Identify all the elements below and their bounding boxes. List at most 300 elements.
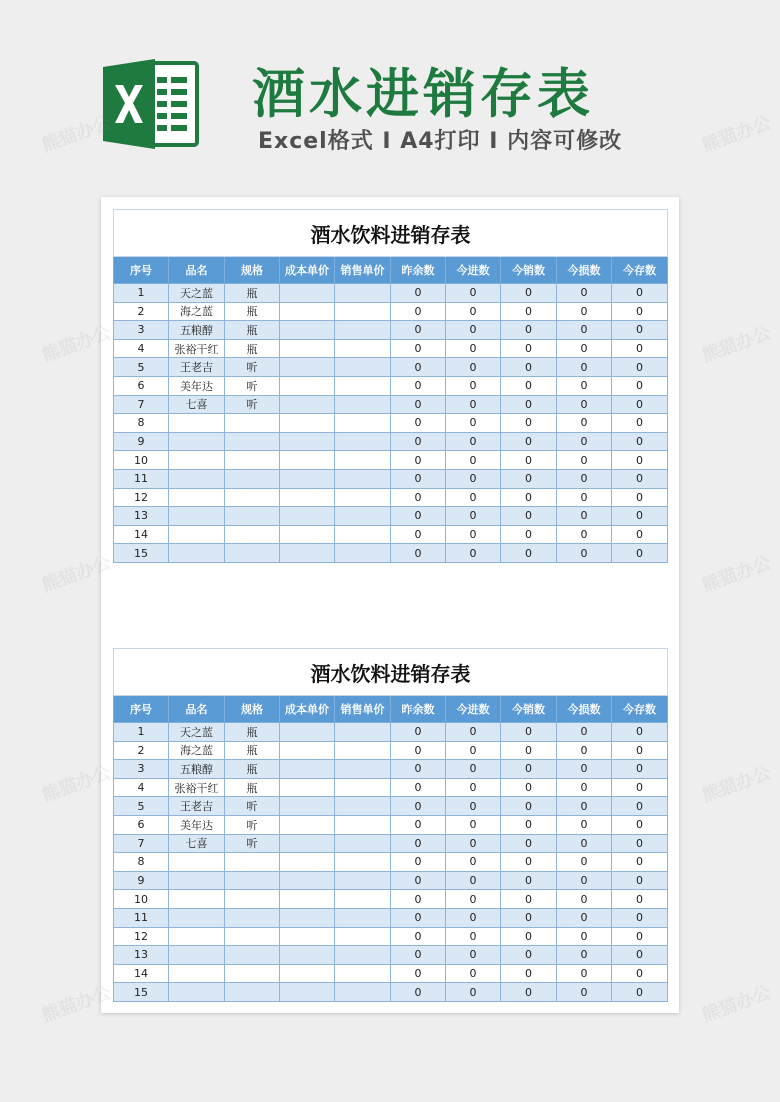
col-spec-cell[interactable] bbox=[225, 451, 280, 470]
col-cost-cell[interactable] bbox=[280, 432, 335, 451]
col-sold-cell[interactable]: 0 bbox=[501, 544, 557, 563]
col-prev-cell[interactable]: 0 bbox=[391, 983, 446, 1002]
col-seq-cell[interactable]: 13 bbox=[114, 946, 169, 965]
col-loss-cell[interactable]: 0 bbox=[557, 797, 612, 816]
col-stock-cell[interactable]: 0 bbox=[612, 946, 668, 965]
col-spec-cell[interactable]: 听 bbox=[225, 834, 280, 853]
col-name-cell[interactable] bbox=[169, 488, 225, 507]
col-in-cell[interactable]: 0 bbox=[446, 946, 501, 965]
col-price-cell[interactable] bbox=[335, 414, 391, 433]
col-cost-cell[interactable] bbox=[280, 815, 335, 834]
col-in-cell[interactable]: 0 bbox=[446, 983, 501, 1002]
col-sold-cell[interactable]: 0 bbox=[501, 778, 557, 797]
col-seq-cell[interactable]: 12 bbox=[114, 488, 169, 507]
col-price-cell[interactable] bbox=[335, 815, 391, 834]
col-sold-cell[interactable]: 0 bbox=[501, 432, 557, 451]
col-loss-cell[interactable]: 0 bbox=[557, 964, 612, 983]
col-loss-cell[interactable]: 0 bbox=[557, 778, 612, 797]
col-cost-cell[interactable] bbox=[280, 723, 335, 742]
col-cost-cell[interactable] bbox=[280, 321, 335, 340]
col-spec-cell[interactable]: 瓶 bbox=[225, 778, 280, 797]
col-cost-cell[interactable] bbox=[280, 376, 335, 395]
col-cost-cell[interactable] bbox=[280, 871, 335, 890]
col-sold-cell[interactable]: 0 bbox=[501, 853, 557, 872]
col-loss-cell[interactable]: 0 bbox=[557, 376, 612, 395]
col-sold-cell[interactable]: 0 bbox=[501, 395, 557, 414]
col-sold-cell[interactable]: 0 bbox=[501, 414, 557, 433]
col-in-cell[interactable]: 0 bbox=[446, 927, 501, 946]
col-in-cell[interactable]: 0 bbox=[446, 760, 501, 779]
col-sold-cell[interactable]: 0 bbox=[501, 927, 557, 946]
col-spec-cell[interactable] bbox=[225, 507, 280, 526]
col-prev-cell[interactable]: 0 bbox=[391, 432, 446, 451]
col-price-cell[interactable] bbox=[335, 853, 391, 872]
col-seq-cell[interactable]: 4 bbox=[114, 339, 169, 358]
col-spec-cell[interactable] bbox=[225, 908, 280, 927]
col-sold-cell[interactable]: 0 bbox=[501, 525, 557, 544]
col-in-cell[interactable]: 0 bbox=[446, 358, 501, 377]
col-stock-cell[interactable]: 0 bbox=[612, 815, 668, 834]
col-name-cell[interactable]: 海之蓝 bbox=[169, 302, 225, 321]
col-cost-cell[interactable] bbox=[280, 964, 335, 983]
col-stock-cell[interactable]: 0 bbox=[612, 778, 668, 797]
col-in-cell[interactable]: 0 bbox=[446, 890, 501, 909]
col-spec-cell[interactable] bbox=[225, 964, 280, 983]
col-cost-cell[interactable] bbox=[280, 760, 335, 779]
col-stock-cell[interactable]: 0 bbox=[612, 414, 668, 433]
col-price-cell[interactable] bbox=[335, 544, 391, 563]
col-in-cell[interactable]: 0 bbox=[446, 544, 501, 563]
col-prev-cell[interactable]: 0 bbox=[391, 815, 446, 834]
col-spec-cell[interactable] bbox=[225, 871, 280, 890]
col-name-cell[interactable] bbox=[169, 927, 225, 946]
col-seq-cell[interactable]: 8 bbox=[114, 414, 169, 433]
col-stock-cell[interactable]: 0 bbox=[612, 321, 668, 340]
col-prev-cell[interactable]: 0 bbox=[391, 376, 446, 395]
col-spec-cell[interactable] bbox=[225, 432, 280, 451]
col-seq-cell[interactable]: 15 bbox=[114, 983, 169, 1002]
col-stock-cell[interactable]: 0 bbox=[612, 507, 668, 526]
col-sold-cell[interactable]: 0 bbox=[501, 376, 557, 395]
col-prev-cell[interactable]: 0 bbox=[391, 964, 446, 983]
col-cost-cell[interactable] bbox=[280, 358, 335, 377]
col-price-cell[interactable] bbox=[335, 890, 391, 909]
col-name-cell[interactable] bbox=[169, 853, 225, 872]
col-prev-cell[interactable]: 0 bbox=[391, 321, 446, 340]
col-spec-cell[interactable] bbox=[225, 488, 280, 507]
col-seq-cell[interactable]: 10 bbox=[114, 451, 169, 470]
col-name-cell[interactable]: 五粮醇 bbox=[169, 321, 225, 340]
col-stock-cell[interactable]: 0 bbox=[612, 544, 668, 563]
col-loss-cell[interactable]: 0 bbox=[557, 507, 612, 526]
col-sold-cell[interactable]: 0 bbox=[501, 284, 557, 303]
col-seq-cell[interactable]: 6 bbox=[114, 815, 169, 834]
col-name-cell[interactable]: 王老吉 bbox=[169, 358, 225, 377]
col-sold-cell[interactable]: 0 bbox=[501, 723, 557, 742]
col-stock-cell[interactable]: 0 bbox=[612, 723, 668, 742]
col-stock-cell[interactable]: 0 bbox=[612, 284, 668, 303]
col-stock-cell[interactable]: 0 bbox=[612, 525, 668, 544]
col-in-cell[interactable]: 0 bbox=[446, 376, 501, 395]
col-cost-cell[interactable] bbox=[280, 927, 335, 946]
col-in-cell[interactable]: 0 bbox=[446, 488, 501, 507]
col-loss-cell[interactable]: 0 bbox=[557, 525, 612, 544]
col-in-cell[interactable]: 0 bbox=[446, 741, 501, 760]
col-in-cell[interactable]: 0 bbox=[446, 339, 501, 358]
col-name-cell[interactable] bbox=[169, 507, 225, 526]
col-cost-cell[interactable] bbox=[280, 946, 335, 965]
col-name-cell[interactable] bbox=[169, 983, 225, 1002]
col-cost-cell[interactable] bbox=[280, 834, 335, 853]
col-name-cell[interactable] bbox=[169, 525, 225, 544]
col-seq-cell[interactable]: 11 bbox=[114, 908, 169, 927]
col-cost-cell[interactable] bbox=[280, 488, 335, 507]
col-sold-cell[interactable]: 0 bbox=[501, 760, 557, 779]
col-spec-cell[interactable] bbox=[225, 525, 280, 544]
col-in-cell[interactable]: 0 bbox=[446, 871, 501, 890]
col-spec-cell[interactable] bbox=[225, 927, 280, 946]
col-price-cell[interactable] bbox=[335, 927, 391, 946]
col-stock-cell[interactable]: 0 bbox=[612, 853, 668, 872]
col-stock-cell[interactable]: 0 bbox=[612, 741, 668, 760]
col-spec-cell[interactable]: 瓶 bbox=[225, 760, 280, 779]
col-seq-cell[interactable]: 14 bbox=[114, 964, 169, 983]
col-prev-cell[interactable]: 0 bbox=[391, 395, 446, 414]
col-name-cell[interactable]: 海之蓝 bbox=[169, 741, 225, 760]
col-spec-cell[interactable]: 听 bbox=[225, 376, 280, 395]
col-spec-cell[interactable] bbox=[225, 469, 280, 488]
col-in-cell[interactable]: 0 bbox=[446, 432, 501, 451]
col-name-cell[interactable]: 张裕干红 bbox=[169, 778, 225, 797]
col-spec-cell[interactable] bbox=[225, 544, 280, 563]
col-stock-cell[interactable]: 0 bbox=[612, 908, 668, 927]
col-cost-cell[interactable] bbox=[280, 983, 335, 1002]
col-spec-cell[interactable]: 听 bbox=[225, 395, 280, 414]
col-loss-cell[interactable]: 0 bbox=[557, 760, 612, 779]
col-price-cell[interactable] bbox=[335, 723, 391, 742]
col-prev-cell[interactable]: 0 bbox=[391, 890, 446, 909]
col-loss-cell[interactable]: 0 bbox=[557, 451, 612, 470]
col-name-cell[interactable] bbox=[169, 908, 225, 927]
col-seq-cell[interactable]: 9 bbox=[114, 871, 169, 890]
col-loss-cell[interactable]: 0 bbox=[557, 741, 612, 760]
col-price-cell[interactable] bbox=[335, 339, 391, 358]
col-in-cell[interactable]: 0 bbox=[446, 834, 501, 853]
col-prev-cell[interactable]: 0 bbox=[391, 507, 446, 526]
col-price-cell[interactable] bbox=[335, 908, 391, 927]
col-seq-cell[interactable]: 1 bbox=[114, 284, 169, 303]
col-loss-cell[interactable]: 0 bbox=[557, 908, 612, 927]
col-prev-cell[interactable]: 0 bbox=[391, 834, 446, 853]
col-prev-cell[interactable]: 0 bbox=[391, 358, 446, 377]
col-cost-cell[interactable] bbox=[280, 741, 335, 760]
col-in-cell[interactable]: 0 bbox=[446, 395, 501, 414]
col-name-cell[interactable] bbox=[169, 451, 225, 470]
col-stock-cell[interactable]: 0 bbox=[612, 871, 668, 890]
col-in-cell[interactable]: 0 bbox=[446, 302, 501, 321]
col-prev-cell[interactable]: 0 bbox=[391, 302, 446, 321]
col-prev-cell[interactable]: 0 bbox=[391, 525, 446, 544]
col-stock-cell[interactable]: 0 bbox=[612, 927, 668, 946]
col-in-cell[interactable]: 0 bbox=[446, 414, 501, 433]
col-name-cell[interactable]: 美年达 bbox=[169, 376, 225, 395]
col-sold-cell[interactable]: 0 bbox=[501, 983, 557, 1002]
col-sold-cell[interactable]: 0 bbox=[501, 302, 557, 321]
col-cost-cell[interactable] bbox=[280, 507, 335, 526]
col-in-cell[interactable]: 0 bbox=[446, 853, 501, 872]
col-loss-cell[interactable]: 0 bbox=[557, 302, 612, 321]
col-price-cell[interactable] bbox=[335, 760, 391, 779]
col-cost-cell[interactable] bbox=[280, 302, 335, 321]
col-seq-cell[interactable]: 8 bbox=[114, 853, 169, 872]
col-sold-cell[interactable]: 0 bbox=[501, 946, 557, 965]
col-loss-cell[interactable]: 0 bbox=[557, 834, 612, 853]
col-spec-cell[interactable]: 听 bbox=[225, 797, 280, 816]
col-seq-cell[interactable]: 13 bbox=[114, 507, 169, 526]
col-prev-cell[interactable]: 0 bbox=[391, 946, 446, 965]
col-sold-cell[interactable]: 0 bbox=[501, 890, 557, 909]
col-spec-cell[interactable] bbox=[225, 946, 280, 965]
col-cost-cell[interactable] bbox=[280, 451, 335, 470]
col-cost-cell[interactable] bbox=[280, 544, 335, 563]
col-sold-cell[interactable]: 0 bbox=[501, 339, 557, 358]
col-cost-cell[interactable] bbox=[280, 469, 335, 488]
col-in-cell[interactable]: 0 bbox=[446, 284, 501, 303]
col-spec-cell[interactable] bbox=[225, 983, 280, 1002]
col-in-cell[interactable]: 0 bbox=[446, 815, 501, 834]
col-cost-cell[interactable] bbox=[280, 414, 335, 433]
col-spec-cell[interactable]: 瓶 bbox=[225, 723, 280, 742]
col-price-cell[interactable] bbox=[335, 525, 391, 544]
col-name-cell[interactable]: 王老吉 bbox=[169, 797, 225, 816]
col-price-cell[interactable] bbox=[335, 358, 391, 377]
col-cost-cell[interactable] bbox=[280, 525, 335, 544]
col-price-cell[interactable] bbox=[335, 741, 391, 760]
col-spec-cell[interactable] bbox=[225, 414, 280, 433]
col-seq-cell[interactable]: 6 bbox=[114, 376, 169, 395]
col-seq-cell[interactable]: 10 bbox=[114, 890, 169, 909]
col-stock-cell[interactable]: 0 bbox=[612, 488, 668, 507]
col-prev-cell[interactable]: 0 bbox=[391, 741, 446, 760]
col-name-cell[interactable]: 张裕干红 bbox=[169, 339, 225, 358]
col-seq-cell[interactable]: 7 bbox=[114, 834, 169, 853]
col-sold-cell[interactable]: 0 bbox=[501, 358, 557, 377]
col-in-cell[interactable]: 0 bbox=[446, 797, 501, 816]
col-loss-cell[interactable]: 0 bbox=[557, 853, 612, 872]
col-name-cell[interactable]: 天之蓝 bbox=[169, 284, 225, 303]
col-price-cell[interactable] bbox=[335, 284, 391, 303]
col-seq-cell[interactable]: 1 bbox=[114, 723, 169, 742]
col-price-cell[interactable] bbox=[335, 778, 391, 797]
col-name-cell[interactable] bbox=[169, 964, 225, 983]
col-seq-cell[interactable]: 5 bbox=[114, 797, 169, 816]
col-seq-cell[interactable]: 2 bbox=[114, 741, 169, 760]
col-sold-cell[interactable]: 0 bbox=[501, 964, 557, 983]
col-prev-cell[interactable]: 0 bbox=[391, 853, 446, 872]
col-loss-cell[interactable]: 0 bbox=[557, 983, 612, 1002]
col-price-cell[interactable] bbox=[335, 834, 391, 853]
col-prev-cell[interactable]: 0 bbox=[391, 544, 446, 563]
col-price-cell[interactable] bbox=[335, 797, 391, 816]
col-loss-cell[interactable]: 0 bbox=[557, 321, 612, 340]
col-in-cell[interactable]: 0 bbox=[446, 723, 501, 742]
col-loss-cell[interactable]: 0 bbox=[557, 890, 612, 909]
col-name-cell[interactable]: 七喜 bbox=[169, 395, 225, 414]
col-name-cell[interactable] bbox=[169, 871, 225, 890]
col-spec-cell[interactable]: 瓶 bbox=[225, 302, 280, 321]
col-loss-cell[interactable]: 0 bbox=[557, 469, 612, 488]
col-in-cell[interactable]: 0 bbox=[446, 469, 501, 488]
col-price-cell[interactable] bbox=[335, 469, 391, 488]
col-cost-cell[interactable] bbox=[280, 284, 335, 303]
col-name-cell[interactable] bbox=[169, 469, 225, 488]
col-seq-cell[interactable]: 3 bbox=[114, 760, 169, 779]
col-price-cell[interactable] bbox=[335, 507, 391, 526]
col-loss-cell[interactable]: 0 bbox=[557, 358, 612, 377]
col-seq-cell[interactable]: 14 bbox=[114, 525, 169, 544]
col-in-cell[interactable]: 0 bbox=[446, 964, 501, 983]
col-sold-cell[interactable]: 0 bbox=[501, 488, 557, 507]
col-loss-cell[interactable]: 0 bbox=[557, 339, 612, 358]
col-sold-cell[interactable]: 0 bbox=[501, 321, 557, 340]
col-prev-cell[interactable]: 0 bbox=[391, 488, 446, 507]
col-name-cell[interactable] bbox=[169, 890, 225, 909]
col-price-cell[interactable] bbox=[335, 983, 391, 1002]
col-loss-cell[interactable]: 0 bbox=[557, 544, 612, 563]
col-cost-cell[interactable] bbox=[280, 395, 335, 414]
col-price-cell[interactable] bbox=[335, 946, 391, 965]
col-cost-cell[interactable] bbox=[280, 797, 335, 816]
col-stock-cell[interactable]: 0 bbox=[612, 983, 668, 1002]
col-loss-cell[interactable]: 0 bbox=[557, 414, 612, 433]
col-stock-cell[interactable]: 0 bbox=[612, 395, 668, 414]
col-sold-cell[interactable]: 0 bbox=[501, 507, 557, 526]
col-spec-cell[interactable]: 瓶 bbox=[225, 741, 280, 760]
col-name-cell[interactable]: 美年达 bbox=[169, 815, 225, 834]
col-stock-cell[interactable]: 0 bbox=[612, 469, 668, 488]
col-price-cell[interactable] bbox=[335, 432, 391, 451]
col-prev-cell[interactable]: 0 bbox=[391, 414, 446, 433]
col-spec-cell[interactable]: 听 bbox=[225, 815, 280, 834]
col-sold-cell[interactable]: 0 bbox=[501, 908, 557, 927]
col-prev-cell[interactable]: 0 bbox=[391, 451, 446, 470]
col-price-cell[interactable] bbox=[335, 451, 391, 470]
col-name-cell[interactable]: 七喜 bbox=[169, 834, 225, 853]
col-spec-cell[interactable]: 听 bbox=[225, 358, 280, 377]
col-sold-cell[interactable]: 0 bbox=[501, 741, 557, 760]
col-loss-cell[interactable]: 0 bbox=[557, 488, 612, 507]
col-seq-cell[interactable]: 4 bbox=[114, 778, 169, 797]
col-seq-cell[interactable]: 3 bbox=[114, 321, 169, 340]
col-in-cell[interactable]: 0 bbox=[446, 451, 501, 470]
col-seq-cell[interactable]: 5 bbox=[114, 358, 169, 377]
col-price-cell[interactable] bbox=[335, 321, 391, 340]
col-seq-cell[interactable]: 9 bbox=[114, 432, 169, 451]
col-loss-cell[interactable]: 0 bbox=[557, 946, 612, 965]
col-stock-cell[interactable]: 0 bbox=[612, 834, 668, 853]
col-cost-cell[interactable] bbox=[280, 890, 335, 909]
col-cost-cell[interactable] bbox=[280, 339, 335, 358]
col-loss-cell[interactable]: 0 bbox=[557, 723, 612, 742]
col-loss-cell[interactable]: 0 bbox=[557, 871, 612, 890]
col-spec-cell[interactable] bbox=[225, 853, 280, 872]
col-sold-cell[interactable]: 0 bbox=[501, 451, 557, 470]
col-seq-cell[interactable]: 15 bbox=[114, 544, 169, 563]
col-sold-cell[interactable]: 0 bbox=[501, 469, 557, 488]
col-stock-cell[interactable]: 0 bbox=[612, 890, 668, 909]
col-seq-cell[interactable]: 7 bbox=[114, 395, 169, 414]
col-prev-cell[interactable]: 0 bbox=[391, 760, 446, 779]
col-prev-cell[interactable]: 0 bbox=[391, 723, 446, 742]
col-spec-cell[interactable] bbox=[225, 890, 280, 909]
col-loss-cell[interactable]: 0 bbox=[557, 432, 612, 451]
col-in-cell[interactable]: 0 bbox=[446, 525, 501, 544]
col-in-cell[interactable]: 0 bbox=[446, 908, 501, 927]
col-cost-cell[interactable] bbox=[280, 853, 335, 872]
col-prev-cell[interactable]: 0 bbox=[391, 778, 446, 797]
col-name-cell[interactable] bbox=[169, 544, 225, 563]
col-cost-cell[interactable] bbox=[280, 778, 335, 797]
col-name-cell[interactable] bbox=[169, 946, 225, 965]
col-stock-cell[interactable]: 0 bbox=[612, 339, 668, 358]
col-cost-cell[interactable] bbox=[280, 908, 335, 927]
col-name-cell[interactable]: 五粮醇 bbox=[169, 760, 225, 779]
col-stock-cell[interactable]: 0 bbox=[612, 302, 668, 321]
col-prev-cell[interactable]: 0 bbox=[391, 908, 446, 927]
col-sold-cell[interactable]: 0 bbox=[501, 834, 557, 853]
col-in-cell[interactable]: 0 bbox=[446, 778, 501, 797]
col-in-cell[interactable]: 0 bbox=[446, 321, 501, 340]
col-sold-cell[interactable]: 0 bbox=[501, 815, 557, 834]
col-sold-cell[interactable]: 0 bbox=[501, 871, 557, 890]
col-price-cell[interactable] bbox=[335, 871, 391, 890]
col-stock-cell[interactable]: 0 bbox=[612, 358, 668, 377]
col-seq-cell[interactable]: 12 bbox=[114, 927, 169, 946]
col-price-cell[interactable] bbox=[335, 488, 391, 507]
col-prev-cell[interactable]: 0 bbox=[391, 284, 446, 303]
col-price-cell[interactable] bbox=[335, 376, 391, 395]
col-name-cell[interactable]: 天之蓝 bbox=[169, 723, 225, 742]
col-spec-cell[interactable]: 瓶 bbox=[225, 339, 280, 358]
col-loss-cell[interactable]: 0 bbox=[557, 815, 612, 834]
col-stock-cell[interactable]: 0 bbox=[612, 797, 668, 816]
col-sold-cell[interactable]: 0 bbox=[501, 797, 557, 816]
col-price-cell[interactable] bbox=[335, 302, 391, 321]
col-stock-cell[interactable]: 0 bbox=[612, 760, 668, 779]
col-stock-cell[interactable]: 0 bbox=[612, 432, 668, 451]
col-seq-cell[interactable]: 11 bbox=[114, 469, 169, 488]
col-prev-cell[interactable]: 0 bbox=[391, 871, 446, 890]
col-loss-cell[interactable]: 0 bbox=[557, 395, 612, 414]
col-spec-cell[interactable]: 瓶 bbox=[225, 284, 280, 303]
col-loss-cell[interactable]: 0 bbox=[557, 927, 612, 946]
col-price-cell[interactable] bbox=[335, 395, 391, 414]
col-prev-cell[interactable]: 0 bbox=[391, 339, 446, 358]
col-stock-cell[interactable]: 0 bbox=[612, 451, 668, 470]
col-loss-cell[interactable]: 0 bbox=[557, 284, 612, 303]
col-in-cell[interactable]: 0 bbox=[446, 507, 501, 526]
col-price-cell[interactable] bbox=[335, 964, 391, 983]
col-spec-cell[interactable]: 瓶 bbox=[225, 321, 280, 340]
col-prev-cell[interactable]: 0 bbox=[391, 797, 446, 816]
col-seq-cell[interactable]: 2 bbox=[114, 302, 169, 321]
col-stock-cell[interactable]: 0 bbox=[612, 376, 668, 395]
col-prev-cell[interactable]: 0 bbox=[391, 469, 446, 488]
col-name-cell[interactable] bbox=[169, 432, 225, 451]
col-name-cell[interactable] bbox=[169, 414, 225, 433]
col-prev-cell[interactable]: 0 bbox=[391, 927, 446, 946]
col-stock-cell[interactable]: 0 bbox=[612, 964, 668, 983]
